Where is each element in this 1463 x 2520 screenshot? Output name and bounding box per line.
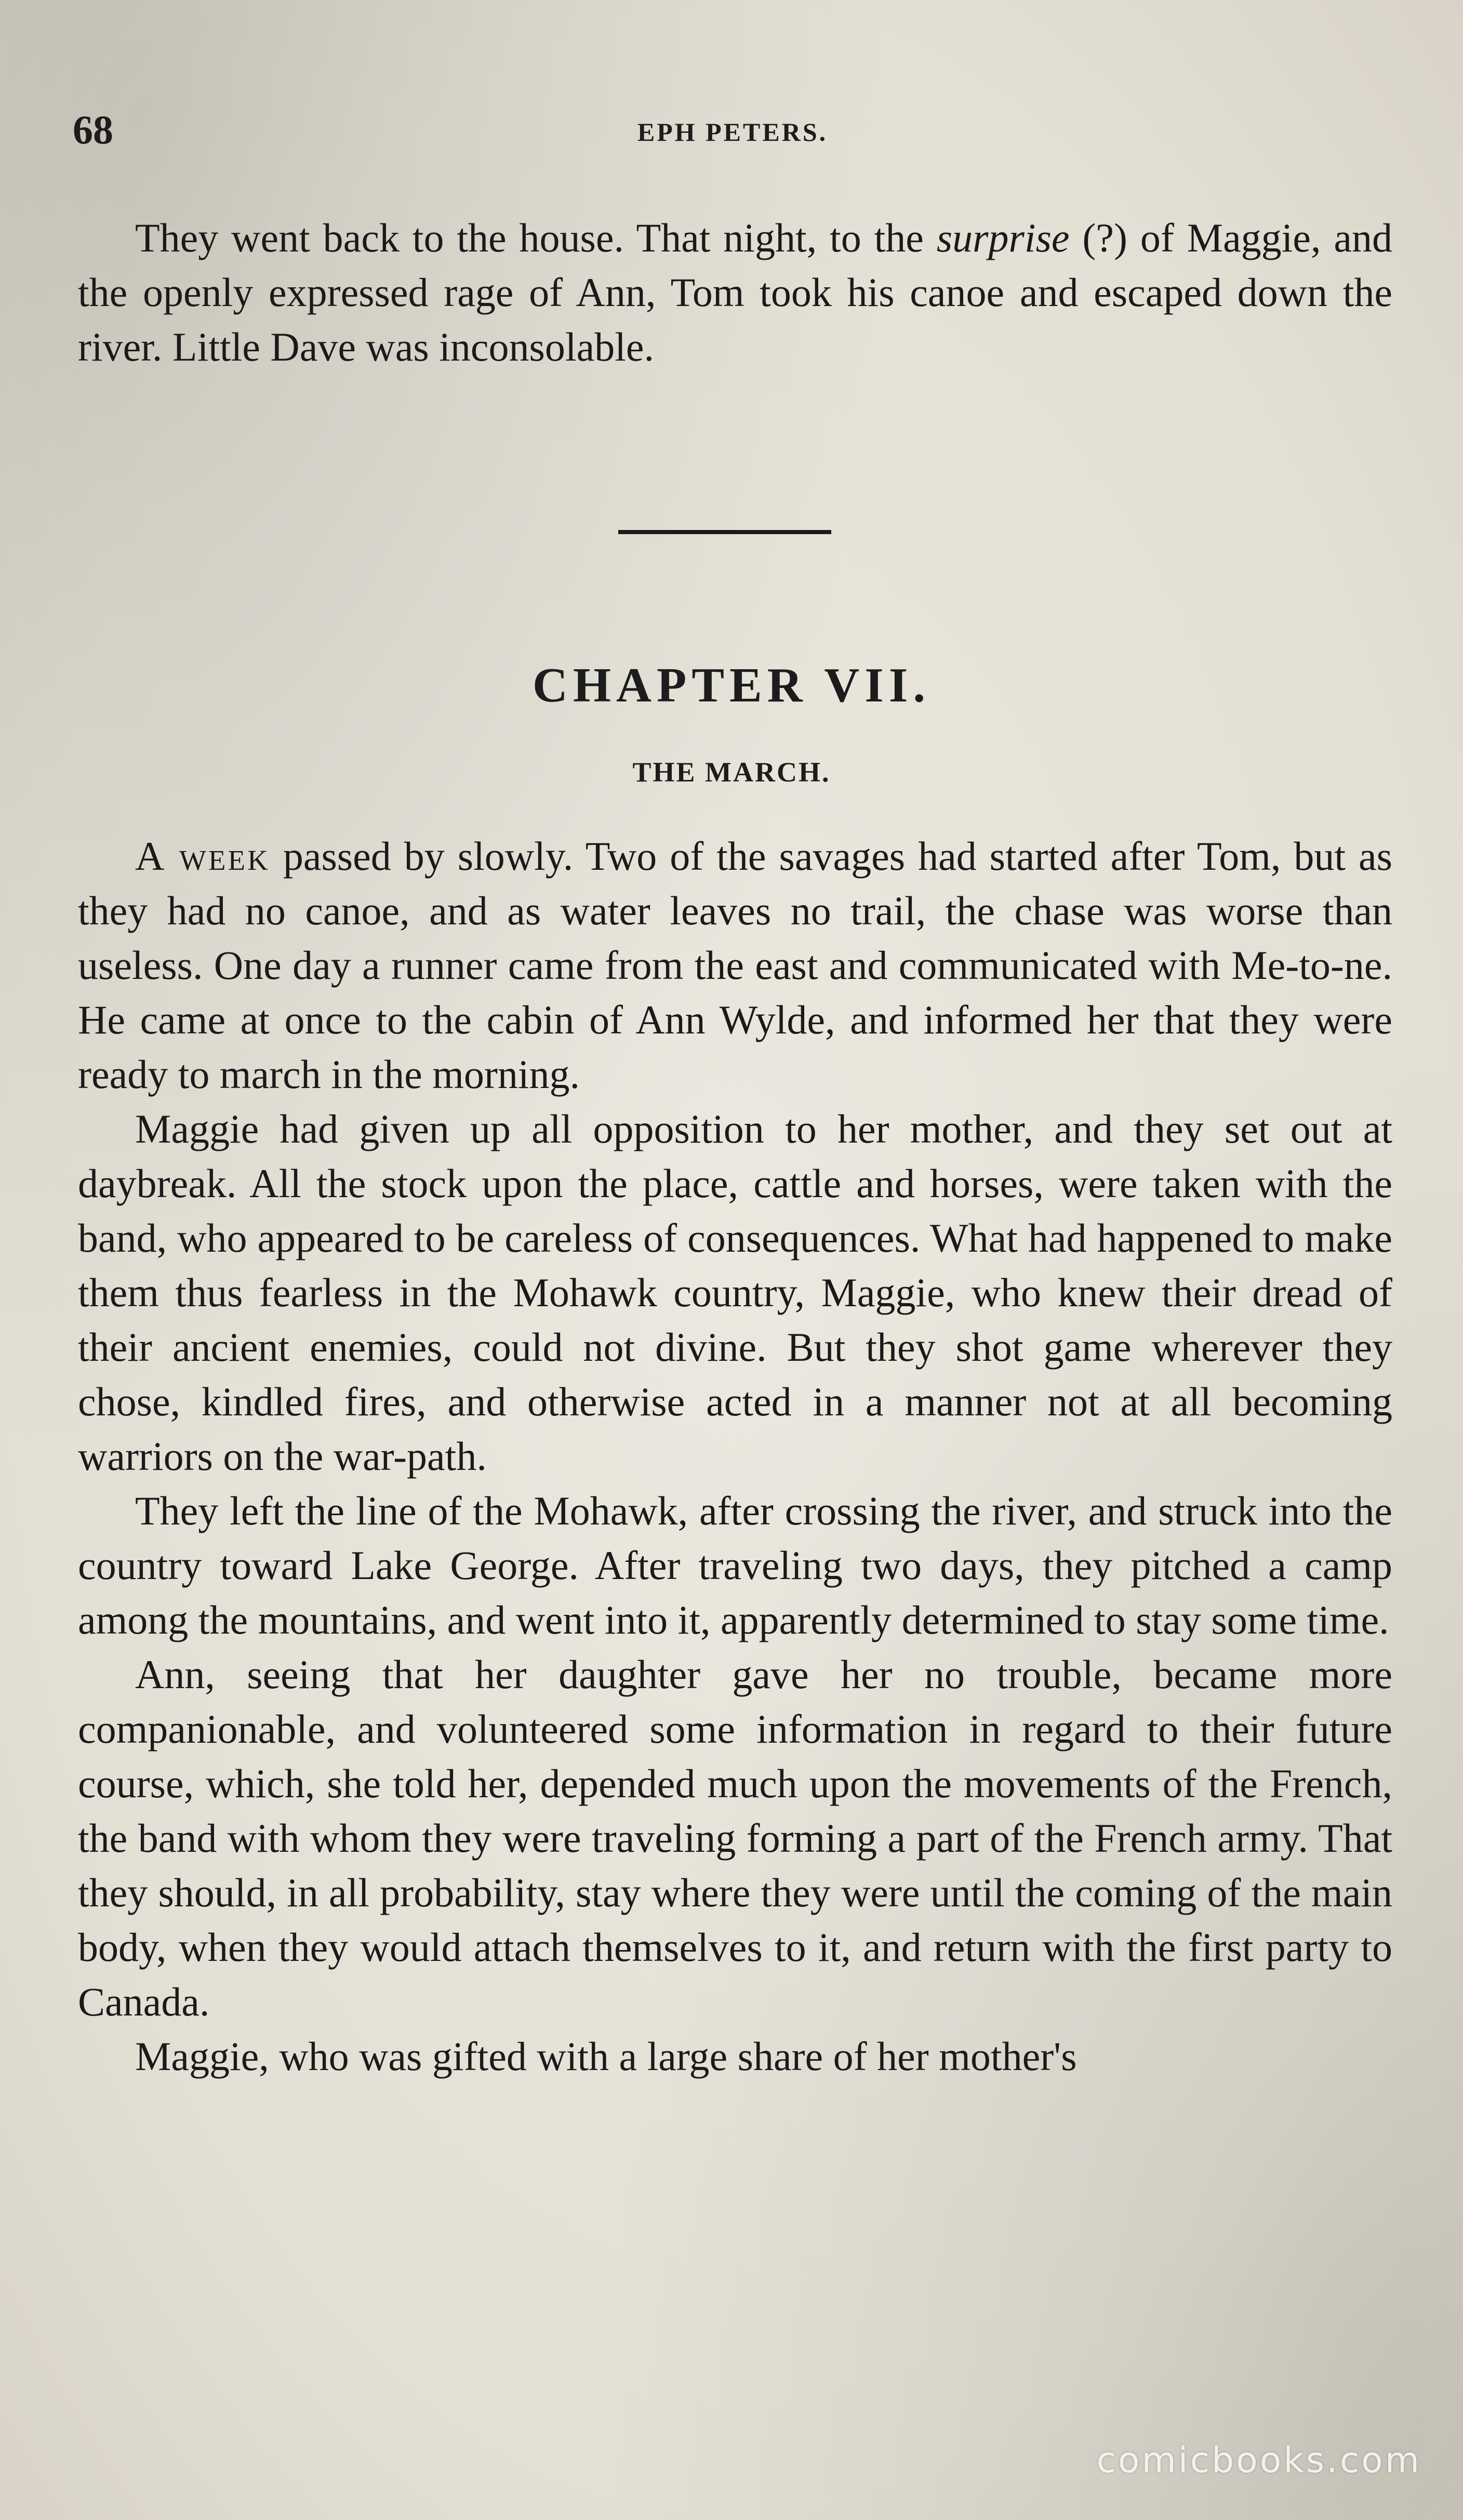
page-number: 68: [73, 107, 113, 152]
page-header: [73, 107, 1392, 164]
paragraph-5: Maggie, who was gifted with a large share of her mother's: [135, 2034, 1077, 2079]
paragraph-2: Maggie had given up all opposition to her mother, and they set out at daybreak. All the stock upon the place, cattle and horses, were taken with the band, who appeared to be careless of consequences. What had happened to make them thus fearless in the Mohawk country, Maggie, who knew their dread of their ancient enemies, could not divine. But they shot game wherever they chose, kindled fires, and otherwise acted in a manner not at all becoming warriors on the war-path.: [78, 1106, 1392, 1479]
paragraph-4: Ann, seeing that her daughter gave her no trouble, became more companionable, and volunteered some information in regard to their future course, which, she told her, depended much upon the movements of the French, the band with whom they were traveling forming a part of the French army. That they should, in all probability, stay where they were until the coming of the main body, when they would attach themselves to it, and return with the first party to Canada.: [78, 1652, 1392, 2024]
paragraph-3: They left the line of the Mohawk, after crossing the river, and struck into the country toward Lake George. After traveling two days, they pitched a camp among the mountains, and went into it, apparently determined to stay some time.: [78, 1488, 1392, 1642]
paragraph-top: [78, 210, 1392, 374]
chapter-subtitle: THE MARCH.: [632, 757, 831, 788]
watermark: comicbooks.com: [1096, 2440, 1421, 2481]
paragraph-top-text-1: They went back to the house. That night, to the: [135, 215, 937, 260]
running-head: EPH PETERS.: [637, 117, 828, 147]
chapter-body: [78, 829, 1392, 2084]
paragraph-1: [78, 829, 1392, 1102]
paragraph-1-text: passed by slowly. Two of the savages had started after Tom, but as they had no canoe, and as water leaves no trail, the chase was worse than useless. One day a runner came from the east and communicated with Me-to-ne. He came at once to the cabin of Ann Wylde, and informed her that they were ready to march in the morning.: [78, 833, 1392, 1097]
chapter-title: CHAPTER VII.: [533, 658, 930, 712]
top-paragraph-block: [78, 210, 1392, 374]
section-divider: [618, 530, 831, 534]
italic-word: surprise: [936, 215, 1070, 260]
paragraph-top-text-2: (?) of Maggie, and the openly expressed rage of Ann, Tom took his canoe and escaped down the river. Little Dave was inconsolable.: [78, 215, 1392, 369]
paragraph-1-lead: A week: [135, 833, 270, 879]
